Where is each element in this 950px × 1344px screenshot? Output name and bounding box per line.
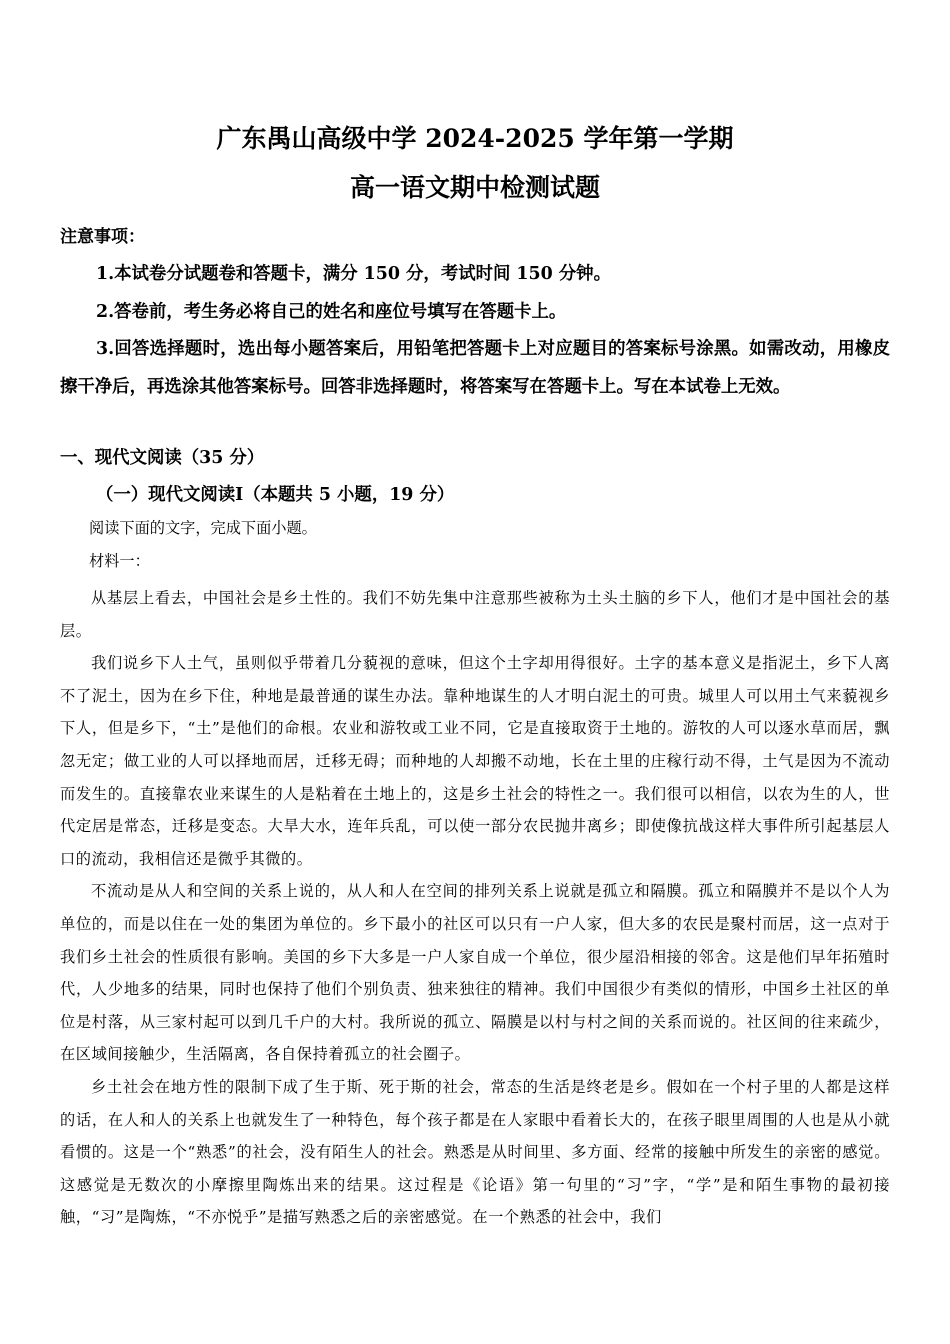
passage-paragraph-2: 我们说乡下人土气，虽则似乎带着几分藐视的意味，但这个土字却用得很好。土字的基本意义是指泥土，乡下人离不了泥土，因为在乡下住，种地是最普通的谋生办法。靠种地谋生的人才明白泥土的可贵。城里人可以用土气来藐视乡下人，但是乡下，“土”是他们的命根。农业和游牧或工业不同，它是直接取资于土地的。游牧的人可以逐水草而居，飘忽无定；做工业的人可以择地而居，迁移无碍；而种地的人却搬不动地，长在土里的庄稼行动不得，土气是因为不流动而发生的。直接靠农业来谋生的人是粘着在土地上的，这是乡土社会的特性之一。我们很可以相信，以农为生的人，世代定居是常态，迁移是变态。大旱大水，连年兵乱，可以使一部分农民抛井离乡；即使像抗战这样大事件所引起基层人口的流动，我相信还是微乎其微的。 bbox=[60, 654, 890, 868]
exam-title-subject: 高一语文期中检测试题 bbox=[349, 173, 600, 202]
reading-passage bbox=[60, 582, 890, 1234]
exam-title-school: 广东禺山高级中学 2024-2025 学年第一学期 bbox=[216, 124, 734, 153]
notice-item-3: 3.回答选择题时，选出每小题答案后，用铅笔把答题卡上对应题目的答案标号涂黑。如需改动，用橡皮擦干净后，再选涂其他答案标号。回答非选择题时，将答案写在答题卡上。写在本试卷上无效。 bbox=[60, 339, 890, 397]
passage-paragraph-1: 从基层上看去，中国社会是乡土性的。我们不妨先集中注意那些被称为土头土脑的乡下人，他们才是中国社会的基层。 bbox=[60, 589, 890, 640]
passage-paragraph-3: 不流动是从人和空间的关系上说的，从人和人在空间的排列关系上说就是孤立和隔膜。孤立和隔膜并不是以个人为单位的，而是以住在一处的集团为单位的。乡下最小的社区可以只有一户人家，但大多的农民是聚村而居，这一点对于我们乡土社会的性质很有影响。美国的乡下大多是一户人家自成一个单位，很少屋沿相接的邻舍。这是他们早年拓殖时代，人少地多的结果，同时也保持了他们个别负责、独来独往的精神。我们中国很少有类似的情形，中国乡土社区的单位是村落，从三家村起可以到几千户的大村。我所说的孤立、隔膜是以村与村之间的关系而说的。社区间的往来疏少，在区域间接触少，生活隔离，各自保持着孤立的社会圈子。 bbox=[60, 882, 890, 1064]
material-label: 材料一： bbox=[89, 552, 150, 570]
subsection-heading: （一）现代文阅读Ⅰ（本题共 5 小题，19 分） bbox=[96, 485, 455, 505]
notice-item-2: 2.答卷前，考生务必将自己的姓名和座位号填写在答题卡上。 bbox=[96, 301, 567, 322]
notice-heading: 注意事项： bbox=[60, 227, 145, 247]
passage-paragraph-4: 乡土社会在地方性的限制下成了生于斯、死于斯的社会，常态的生活是终老是乡。假如在一个村子里的人都是这样的话，在人和人的关系上也就发生了一种特色，每个孩子都是在人家眼中看着长大的，在孩子眼里周围的人也是从小就看惯的。这是一个“熟悉”的社会，没有陌生人的社会。熟悉是从时间里、多方面、经常的接触中所发生的亲密的感觉。这感觉是无数次的小摩擦里陶炼出来的结果。这过程是《论语》第一句里的“习”字，“学”是和陌生事物的最初接触，“习”是陶炼，“不亦悦乎”是描写熟悉之后的亲密感觉。在一个熟悉的社会中，我们 bbox=[60, 1077, 890, 1227]
notice-item-1: 1.本试卷分试题卷和答题卡，满分 150 分，考试时间 150 分钟。 bbox=[96, 264, 611, 284]
reading-instruction: 阅读下面的文字，完成下面小题。 bbox=[89, 519, 317, 537]
notice-list bbox=[60, 256, 890, 406]
section-heading: 一、现代文阅读（35 分） bbox=[60, 448, 265, 468]
